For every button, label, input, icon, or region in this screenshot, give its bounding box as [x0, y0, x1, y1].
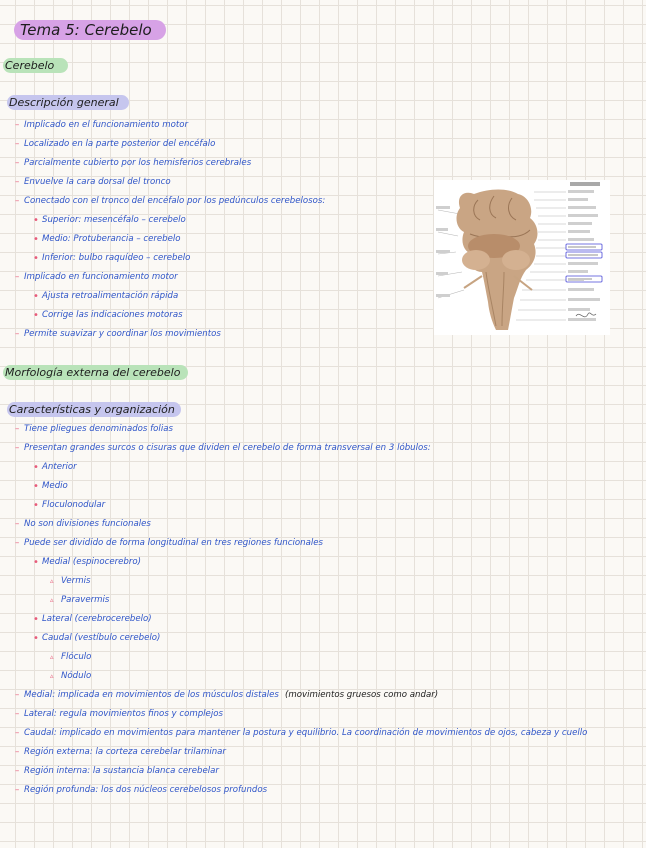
dash-bullet-icon: –	[15, 158, 20, 168]
dash-bullet-icon: –	[15, 690, 20, 700]
dash-bullet-icon: –	[15, 728, 20, 738]
list-item-text: Anterior	[42, 462, 77, 472]
dash-bullet-icon: –	[15, 139, 20, 149]
triangle-bullet-icon: ▵	[50, 653, 54, 661]
subheading-caracteristicas: Características y organización	[7, 402, 181, 417]
list-item-text: Región profunda: los dos núcleos cerebelosos profundos	[24, 785, 268, 795]
list-item-text: No son divisiones funcionales	[24, 519, 151, 529]
list-item-text: Permite suavizar y coordinar los movimientos	[24, 329, 221, 339]
dash-bullet-icon: –	[15, 766, 20, 776]
dot-bullet-icon: •	[33, 557, 39, 568]
list-item-text: Medial (espinocerebro)	[42, 557, 142, 567]
list-item-text: Localizado en la parte posterior del encéfalo	[24, 139, 216, 149]
brainstem-cerebellum-illustration-icon	[434, 180, 610, 335]
list-item-text: Tiene pliegues denominados folias	[24, 424, 173, 434]
triangle-bullet-icon: ▵	[50, 577, 54, 585]
dash-bullet-icon: –	[15, 424, 20, 434]
dash-bullet-icon: –	[15, 120, 20, 130]
list-item-text: Parcialmente cubierto por los hemisferios cerebrales	[24, 158, 252, 168]
dot-bullet-icon: •	[33, 481, 39, 492]
list-item-text: Vermis	[61, 576, 91, 586]
triangle-bullet-icon: ▵	[50, 672, 54, 680]
list-item-text: Ajusta retroalimentación rápida	[42, 291, 179, 301]
dot-bullet-icon: •	[33, 614, 39, 625]
dot-bullet-icon: •	[33, 291, 39, 302]
dash-bullet-icon: –	[15, 519, 20, 529]
list-item-text: Conectado con el tronco del encéfalo por los pedúnculos cerebelosos:	[24, 196, 326, 206]
list-item-text: Envuelve la cara dorsal del tronco	[24, 177, 171, 187]
section-heading-cerebelo: Cerebelo	[3, 58, 68, 73]
list-item-text: Caudal: implicado en movimientos para mantener la postura y equilibrio. La coordinación de movimientos de ojos, cabeza y cuello	[24, 728, 588, 738]
dot-bullet-icon: •	[33, 310, 39, 321]
dash-bullet-icon: –	[15, 329, 20, 339]
list-item-text: Nódulo	[61, 671, 92, 681]
subheading-descripcion-general: Descripción general	[7, 95, 129, 110]
list-item-text: Caudal (vestíbulo cerebelo)	[42, 633, 161, 643]
list-item-text: Medio	[42, 481, 68, 491]
anatomy-figure	[434, 180, 610, 335]
dash-bullet-icon: –	[15, 785, 20, 795]
list-item-text: Medial: implicada en movimientos de los músculos distales	[24, 690, 279, 700]
dot-bullet-icon: •	[33, 500, 39, 511]
list-item-text: Paravermis	[61, 595, 110, 605]
dash-bullet-icon: –	[15, 443, 20, 453]
list-item-text: Lateral (cerebrocerebelo)	[42, 614, 152, 624]
page-title: Tema 5: Cerebelo	[14, 20, 166, 40]
list-item-text: Presentan grandes surcos o cisuras que dividen el cerebelo de forma transversal en 3 lóbulos:	[24, 443, 431, 453]
dot-bullet-icon: •	[33, 234, 39, 245]
section-heading-morfologia: Morfología externa del cerebelo	[3, 365, 188, 380]
dot-bullet-icon: •	[33, 462, 39, 473]
list-item-text: Superior: mesencéfalo – cerebelo	[42, 215, 186, 225]
dash-bullet-icon: –	[15, 747, 20, 757]
dash-bullet-icon: –	[15, 177, 20, 187]
list-item-text: Región interna: la sustancia blanca cerebelar	[24, 766, 219, 776]
list-item-text: Región externa: la corteza cerebelar trilaminar	[24, 747, 226, 757]
list-item-note: (movimientos gruesos como andar)	[285, 690, 439, 700]
dash-bullet-icon: –	[15, 196, 20, 206]
dash-bullet-icon: –	[15, 538, 20, 548]
triangle-bullet-icon: ▵	[50, 596, 54, 604]
list-item-text: Medio: Protuberancia – cerebelo	[42, 234, 181, 244]
list-item-text: Inferior: bulbo raquídeo – cerebelo	[42, 253, 191, 263]
dash-bullet-icon: –	[15, 709, 20, 719]
dash-bullet-icon: –	[15, 272, 20, 282]
list-item-text: Lateral: regula movimientos finos y complejos	[24, 709, 223, 719]
dot-bullet-icon: •	[33, 633, 39, 644]
list-item-text: Floculonodular	[42, 500, 106, 510]
dot-bullet-icon: •	[33, 215, 39, 226]
list-item-text: Puede ser dividido de forma longitudinal en tres regiones funcionales	[24, 538, 323, 548]
list-item-text: Implicado en funcionamiento motor	[24, 272, 178, 282]
list-item-text: Flóculo	[61, 652, 92, 662]
dot-bullet-icon: •	[33, 253, 39, 264]
list-item-text: Implicado en el funcionamiento motor	[24, 120, 189, 130]
list-item-text: Corrige las indicaciones motoras	[42, 310, 183, 320]
